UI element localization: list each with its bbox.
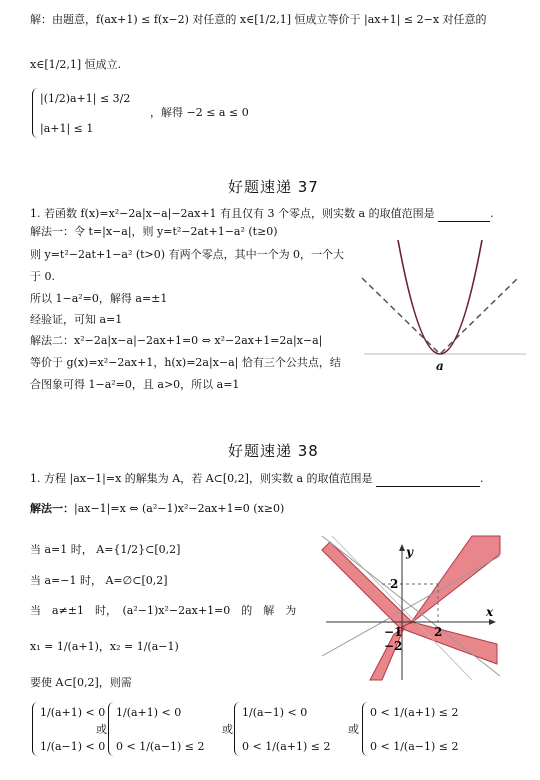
s37-line-7: 等价于 g(x)=x²−2ax+1，h(x)=2a|x−a| 恰有三个公共点，结 xyxy=(30,356,341,369)
system-brace-3 xyxy=(234,702,241,756)
label-neg-two: −2 xyxy=(384,639,403,653)
or-2: 或 xyxy=(222,723,233,736)
case-3: 当 a≠±1 时， (a²−1)x²−2ax+1=0 的 解 为 xyxy=(30,604,297,617)
region-lower-right xyxy=(400,622,497,664)
requirement: 要使 A⊂[0,2]，则需 xyxy=(30,676,132,689)
problem-37 xyxy=(30,207,494,222)
problem-38-text: 1. 方程 |ax−1|=x 的解集为 A，若 A⊂[0,2]，则实数 a 的取值范围是 xyxy=(30,472,373,485)
figure-38-region-graph xyxy=(322,536,500,680)
label-neg-one: −1 xyxy=(384,625,403,639)
case-1: 当 a=1 时， A={1/2}⊂[0,2] xyxy=(30,543,181,556)
label-two-y: 2 xyxy=(390,577,399,591)
label-y: y xyxy=(406,545,413,559)
system-brace xyxy=(32,88,39,138)
figure-37-parabola-graph xyxy=(360,236,530,376)
or-3: 或 xyxy=(348,723,359,736)
solution-line-1: 解：由题意，f(ax+1) ≤ f(x−2) 对任意的 x∈[1/2,1] 恒成立等价于 |ax+1| ≤ 2−x 对任意的 xyxy=(30,13,487,26)
s37-line-3: 于 0. xyxy=(30,270,55,283)
y-axis-arrow xyxy=(399,544,405,551)
solution-line-2: x∈[1/2,1] 恒成立. xyxy=(30,58,122,71)
s37-line-4: 所以 1−a²=0，解得 a=±1 xyxy=(30,292,168,305)
case-2: 当 a=−1 时， A=∅⊂[0,2] xyxy=(30,574,168,587)
problem-38 xyxy=(30,472,484,487)
system-4-line-1: 0 < 1/(a+1) ≤ 2 xyxy=(370,706,459,719)
label-two-x: 2 xyxy=(434,625,443,639)
system-3-line-1: 1/(a−1) < 0 xyxy=(242,706,308,719)
s37-line-6: 解法二：x²−2a|x−a|−2ax+1=0 ⇔ x²−2ax+1=2a|x−a| xyxy=(30,334,323,347)
method-38-text: |ax−1|=x ⇔ (a²−1)x²−2ax+1=0 (x≥0) xyxy=(74,502,285,515)
label-x: x xyxy=(486,605,494,619)
system-brace-4 xyxy=(362,702,369,756)
system-brace-2 xyxy=(108,702,115,756)
roots: x₁ = 1/(a+1)，x₂ = 1/(a−1) xyxy=(30,640,179,653)
figure-37-label-a: a xyxy=(436,359,444,373)
s37-line-1: 解法一：令 t=|x−a|，则 y=t²−2at+1−a² (t≥0) xyxy=(30,225,278,238)
section-37-heading: 好题速递 37 xyxy=(228,178,319,196)
s37-line-2: 则 y=t²−2at+1−a² (t>0) 有两个零点，其中一个为 0，一个大 xyxy=(30,248,345,261)
system-4-line-2: 0 < 1/(a−1) ≤ 2 xyxy=(370,740,459,753)
system-brace-1 xyxy=(32,702,39,756)
answer-blank-38 xyxy=(376,472,480,487)
s37-line-8: 合图象可得 1−a²=0，且 a>0，所以 a=1 xyxy=(30,378,240,391)
system-eq-2: |a+1| ≤ 1 xyxy=(40,122,94,135)
s37-line-5: 经验证，可知 a=1 xyxy=(30,313,123,326)
problem-38-end: . xyxy=(480,472,484,485)
figure-37-abs-line xyxy=(362,278,518,354)
system-result: ，解得 −2 ≤ a ≤ 0 xyxy=(150,106,249,119)
answer-blank-37 xyxy=(438,207,490,222)
system-2-line-1: 1/(a+1) < 0 xyxy=(116,706,182,719)
or-1: 或 xyxy=(96,723,107,736)
system-eq-1: |(1/2)a+1| ≤ 3/2 xyxy=(40,92,131,105)
region-upper-left xyxy=(322,542,412,628)
system-2-line-2: 0 < 1/(a−1) ≤ 2 xyxy=(116,740,205,753)
method-38-label: 解法一： xyxy=(30,502,74,515)
problem-37-text: 1. 若函数 f(x)=x²−2a|x−a|−2ax+1 有且仅有 3 个零点，则实数 a 的取值范围是 xyxy=(30,207,435,220)
x-axis-arrow xyxy=(489,619,496,625)
system-1-line-1: 1/(a+1) < 0 xyxy=(40,706,106,719)
system-1-line-2: 1/(a−1) < 0 xyxy=(40,740,106,753)
figure-37-parabola xyxy=(398,240,482,354)
method-38 xyxy=(30,502,284,516)
section-38-heading: 好题速递 38 xyxy=(228,442,319,460)
problem-37-end: . xyxy=(490,207,494,220)
system-3-line-2: 0 < 1/(a+1) ≤ 2 xyxy=(242,740,331,753)
